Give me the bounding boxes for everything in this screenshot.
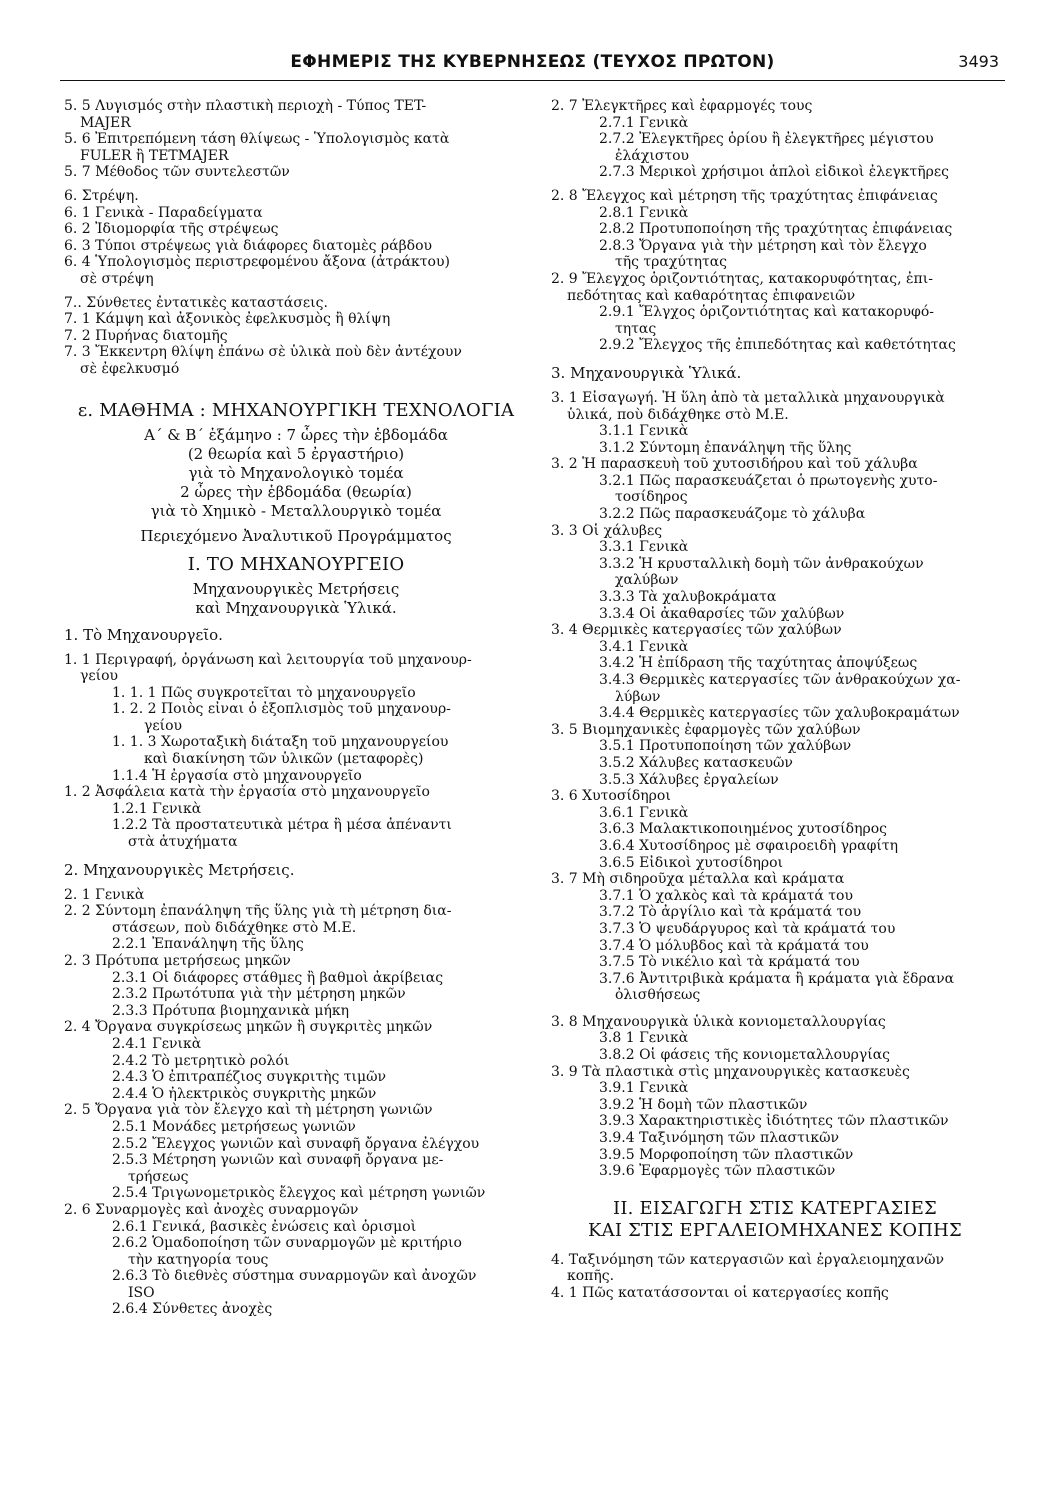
toc-line: 1.1.4 Ἡ ἐργασία στὸ μηχανουργεῖο [112, 767, 362, 784]
toc-line: ISO [128, 1284, 155, 1301]
toc-line: 3.7.3 Ὁ ψευδάργυρος καὶ τὰ κράματά του [599, 920, 896, 937]
toc-line: 2.3.3 Πρότυπα βιομηχανικὰ μήκη [112, 1002, 350, 1019]
toc-line: 3. 5 Βιομηχανικὲς ἐφαρμογὲς τῶν χαλύβων [551, 721, 861, 738]
toc-line: τοσίδηρος [615, 489, 688, 506]
toc-line: 3.9.4 Ταξινόμηση τῶν πλαστικῶν [599, 1130, 840, 1147]
toc-heading: 2. Μηχανουργικὲς Μετρήσεις. [64, 860, 295, 879]
section-3-list [551, 390, 999, 1004]
toc-line: 3.4.4 Θερμικὲς κατεργασίες τῶν χαλυβοκραμάτων [599, 705, 960, 722]
part2-title: ΚΑΙ ΣΤΙΣ ΕΡΓΑΛΕΙΟΜΗΧΑΝΕΣ ΚΟΠΗΣ [588, 1219, 962, 1241]
toc-line: 1. 2. 2 Ποιὸς εἶναι ὁ ἐξοπλισμὸς τοῦ μηχανουρ- [112, 701, 451, 718]
course-line: 2 ὧρες τὴν ἑβδομάδα (θεωρία) [180, 482, 412, 501]
toc-line: 3.1.1 Γενικὰ [599, 423, 689, 440]
page-number: 3493 [958, 52, 999, 71]
toc-line: 3.5.3 Χάλυβες ἐργαλείων [599, 771, 779, 788]
toc-line: 3.1.2 Σύντομη ἐπανάληψη τῆς ὕλης [599, 439, 852, 456]
course-title: ε. ΜΑΘΗΜΑ : ΜΗΧΑΝΟΥΡΓΙΚΗ ΤΕΧΝΟΛΟΓΙΑ [77, 399, 515, 421]
toc-line: πεδότητας καὶ καθαρότητας ἐπιφανειῶν [567, 287, 856, 304]
toc-line: 3.7.1 Ὁ χαλκὸς καὶ τὰ κράματά του [599, 887, 853, 904]
toc-heading: 7.. Σύνθετες ἐντατικὲς καταστάσεις. [64, 294, 328, 311]
toc-line: 7. 3 Ἔκκεντρη θλίψη ἐπάνω σὲ ὑλικὰ ποὺ δὲν ἀντέχουν [64, 344, 462, 361]
toc-line: χαλύβων [615, 572, 679, 589]
toc-line: 2.7.3 Μερικοὶ χρήσιμοι ἁπλοὶ εἰδικοὶ ἐλεγκτῆρες [599, 164, 949, 181]
toc-line: 3.3.1 Γενικὰ [599, 539, 689, 556]
toc-line: 4. 1 Πῶς κατατάσσονται οἱ κατεργασίες κοπῆς [551, 1285, 889, 1301]
toc-line: 4. Ταξινόμηση τῶν κατεργασιῶν καὶ ἐργαλειομηχανῶν [551, 1251, 945, 1268]
toc-line: γείου [80, 668, 119, 685]
toc-line: 3.9.1 Γενικὰ [599, 1080, 689, 1097]
toc-line: 3. 1 Εἰσαγωγή. Ἡ ὕλη ἀπὸ τὰ μεταλλικὰ μηχανουργικὰ [551, 389, 945, 406]
toc-line: 3.3.2 Ἡ κρυσταλλικὴ δομὴ τῶν ἀνθρακούχων [599, 555, 924, 572]
toc-line: 2.3.2 Πρωτότυπα γιὰ τὴν μέτρηση μηκῶν [112, 986, 406, 1003]
section-7-list [64, 295, 528, 378]
toc-line: FULER ἢ TETMAJER [80, 147, 229, 164]
section-2-8-list [551, 188, 999, 354]
toc-line: 1. 1. 1 Πῶς συγκροτεῖται τὸ μηχανουργεῖο [112, 684, 416, 701]
section-2-list [64, 887, 528, 1318]
toc-line: στὰ ἀτυχήματα [128, 834, 238, 851]
toc-line: 1. 1. 3 Χωροταξικὴ διάταξη τοῦ μηχανουργείου [112, 734, 449, 751]
toc-line: 2. 3 Πρότυπα μετρήσεως μηκῶν [64, 953, 291, 969]
course-line: (2 θεωρία καὶ 5 ἐργαστήριο) [187, 444, 405, 463]
toc-line: 3.2.1 Πῶς παρασκευάζεται ὁ πρωτογενὴς χυτο- [599, 472, 938, 489]
toc-line: MAJER [80, 114, 131, 131]
toc-line: 3. 8 Μηχανουργικὰ ὑλικὰ κονιομεταλλουργίας [551, 1013, 886, 1030]
toc-line: ὑλικά, ποὺ διδάχθηκε στὸ Μ.Ε. [567, 406, 789, 423]
toc-line: 2.6.2 Ὁμαδοποίηση τῶν συναρμογῶν μὲ κριτήριο [112, 1235, 462, 1252]
toc-line: 3.8 1 Γενικὰ [599, 1030, 689, 1047]
toc-line: 3.3.4 Οἱ ἀκαθαρσίες τῶν χαλύβων [599, 605, 845, 622]
toc-line: 2.9.1 Ἔλγχος ὁριζοντιότητας καὶ κατακορυφό- [599, 304, 935, 321]
toc-line: σὲ στρέψη [80, 270, 154, 287]
toc-line: 3.4.2 Ἡ ἐπίδραση τῆς ταχύτητας ἀποψύξεως [599, 655, 918, 672]
toc-line: 2.5.3 Μέτρηση γωνιῶν καὶ συναφῆ ὄργανα με- [112, 1152, 444, 1169]
toc-line: τῆς τραχύτητας [615, 254, 728, 271]
part-subtitle: Μηχανουργικὲς Μετρήσεις [192, 579, 400, 598]
toc-line: τρήσεως [128, 1168, 189, 1185]
toc-line: 2.2.1 Ἐπανάληψη τῆς ὕλης [112, 936, 304, 953]
toc-line: 2. 7 Ἐλεγκτῆρες καὶ ἐφαρμογές τους [551, 98, 813, 114]
toc-line: 3.9.6 Ἐφαρμογὲς τῶν πλαστικῶν [599, 1163, 836, 1180]
section-6-list [64, 188, 528, 288]
toc-line: 2.4.2 Τὸ μετρητικὸ ρολόι [112, 1052, 290, 1069]
toc-line: 5. 6 Ἐπιτρεπόμενη τάση θλίψεως - Ὑπολογισμὸς κατὰ [64, 131, 450, 148]
left-column [64, 98, 528, 1318]
toc-line: 3.4.3 Θερμικὲς κατεργασίες τῶν ἀνθρακούχων χα- [599, 672, 961, 688]
toc-line: στάσεων, ποὺ διδάχθηκε στὸ Μ.Ε. [112, 919, 357, 936]
toc-line: 2. 5 Ὄργανα γιὰ τὸν ἔλεγχο καὶ τὴ μέτρηση γωνιῶν [64, 1102, 433, 1119]
toc-line: 3.4.1 Γενικὰ [599, 638, 689, 655]
toc-line: 3.7.5 Τὸ νικέλιο καὶ τὰ κράματά του [599, 954, 860, 971]
toc-line: ὀλισθήσεως [615, 987, 701, 1004]
toc-line: 2. 6 Συναρμογὲς καὶ ἀνοχὲς συναρμογῶν [64, 1201, 359, 1218]
toc-line: 2.3.1 Οἱ διάφορες στάθμες ἢ βαθμοὶ ἀκρίβειας [112, 969, 444, 986]
toc-line: 1. 1 Περιγραφή, ὀργάνωση καὶ λειτουργία τοῦ μηχανουρ- [64, 651, 472, 668]
toc-line: 2. 4 Ὄργανα συγκρίσεως μηκῶν ἢ συγκριτὲς μηκῶν [64, 1019, 433, 1036]
toc-line: 3.7.6 Ἀντιτριβικὰ κράματα ἢ κράματα γιὰ ἔδρανα [599, 970, 955, 987]
toc-line: 3.8.2 Οἱ φάσεις τῆς κονιομεταλλουργίας [599, 1047, 890, 1064]
toc-line: 3.9.2 Ἡ δομὴ τῶν πλαστικῶν [599, 1096, 808, 1113]
toc-line: 2. 1 Γενικὰ [64, 886, 145, 903]
toc-line: 2.8.1 Γενικὰ [599, 204, 689, 221]
section-1-list [64, 652, 528, 851]
course-subtitle: Περιεχόμενο Ἀναλυτικοῦ Προγράμματος [140, 526, 452, 545]
toc-line: 3.2.2 Πῶς παρασκευάζομε τὸ χάλυβα [599, 506, 866, 523]
part-title: Ι. ΤΟ ΜΗΧΑΝΟΥΡΓΕΙΟ [187, 553, 405, 575]
toc-line: 5. 7 Μέθοδος τῶν συντελεστῶν [64, 164, 290, 181]
toc-line: 3.6.3 Μαλακτικοποιημένος χυτοσίδηρος [599, 821, 887, 838]
toc-line: 3.3.3 Τὰ χαλυβοκράματα [599, 589, 777, 606]
toc-line: 3.6.5 Εἰδικοὶ χυτοσίδηροι [599, 854, 783, 871]
toc-line: 2. 2 Σύντομη ἐπανάληψη τῆς ὕλης γιὰ τὴ μέτρηση δια- [64, 903, 452, 920]
course-line: γιὰ τὸ Χημικὸ - Μεταλλουργικὸ τομέα [150, 501, 442, 520]
toc-line: 2.6.4 Σύνθετες ἀνοχὲς [112, 1301, 273, 1318]
toc-line: 2.5.1 Μονάδες μετρήσεως γωνιῶν [112, 1118, 356, 1135]
toc-line: 3. 4 Θερμικὲς κατεργασίες τῶν χαλύβων [551, 622, 842, 639]
section-2-7-list [551, 98, 999, 181]
part-subtitle: καὶ Μηχανουργικὰ Ὑλικά. [195, 598, 397, 617]
toc-line: 3.6.4 Χυτοσίδηρος μὲ σφαιροειδὴ γραφίτη [599, 837, 899, 854]
header-title: ΕΦΗΜΕΡΙΣ ΤΗΣ ΚΥΒΕΡΝΗΣΕΩΣ (ΤΕΥΧΟΣ ΠΡΩΤΟΝ) [290, 52, 775, 72]
toc-line: κοπῆς. [567, 1268, 615, 1285]
toc-line: τὴν κατηγορία τους [128, 1251, 269, 1268]
toc-line: 3. 9 Τὰ πλαστικὰ στὶς μηχανουργικὲς κατασκευὲς [551, 1063, 910, 1080]
toc-line: 2.4.4 Ὁ ἠλεκτρικὸς συγκριτὴς μηκῶν [112, 1085, 377, 1102]
toc-line: 7. 2 Πυρήνας διατομῆς [64, 327, 228, 344]
toc-line: 3. 2 Ἡ παρασκευὴ τοῦ χυτοσιδήρου καὶ τοῦ χάλυβα [551, 456, 918, 473]
toc-heading: 6. Στρέψη. [64, 187, 139, 204]
toc-line: 2.7.2 Ἐλεγκτῆρες ὁρίου ἢ ἐλεγκτῆρες μέγιστου [599, 131, 934, 148]
right-column [551, 98, 999, 1302]
toc-line: 2.9.2 Ἔλεγχος τῆς ἐπιπεδότητας καὶ καθετότητας [599, 337, 956, 354]
toc-line: 1.2.1 Γενικὰ [112, 800, 202, 817]
toc-line: 2. 8 Ἔλεγχος καὶ μέτρηση τῆς τραχύτητας ἐπιφάνειας [551, 187, 938, 204]
toc-line: γείου [144, 717, 183, 734]
toc-line: 2.7.1 Γενικὰ [599, 114, 689, 131]
section-4-list [551, 1252, 999, 1302]
toc-line: 3.9.5 Μορφοποίηση τῶν πλαστικῶν [599, 1146, 854, 1163]
toc-line: 3. 3 Οἱ χάλυβες [551, 522, 663, 539]
course-line: Α΄ & Β΄ ἑξάμηνο : 7 ὧρες τὴν ἑβδομάδα [144, 425, 448, 444]
toc-line: 3.9.3 Χαρακτηριστικὲς ἰδιότητες τῶν πλαστικῶν [599, 1113, 949, 1130]
toc-line: 2.5.4 Τριγωνομετρικὸς ἔλεγχος καὶ μέτρηση γωνιῶν [112, 1185, 486, 1202]
toc-line: 7. 1 Κάμψη καὶ ἀξονικὸς ἐφελκυσμὸς ἢ θλίψη [64, 311, 391, 328]
toc-line: 2.8.3 Ὄργανα γιὰ τὴν μέτρηση καὶ τὸν ἔλεγχο [599, 237, 927, 254]
toc-line: 2. 9 Ἔλεγχος ὁριζοντιότητας, κατακορυφότητας, ἐπι- [551, 270, 933, 287]
toc-line: 3. 6 Χυτοσίδηροι [551, 788, 671, 805]
section-5-list [64, 98, 528, 181]
page-header [60, 52, 1005, 81]
toc-heading: 3. Μηχανουργικὰ Ὑλικά. [551, 363, 742, 382]
toc-line: 6. 2 Ἰδιομορφία τῆς στρέψεως [64, 221, 279, 238]
toc-line: 1. 2 Ἀσφάλεια κατὰ τὴν ἐργασία στὸ μηχανουργεῖο [64, 784, 430, 801]
course-line: γιὰ τὸ Μηχανολογικὸ τομέα [188, 463, 404, 482]
toc-line: 6. 4 Ὑπολογισμὸς περιστρεφομένου ἄξονα (ἀτράκτου) [64, 254, 450, 271]
toc-line: τητας [615, 320, 657, 337]
toc-heading: 1. Τὸ Μηχανουργεῖο. [64, 625, 223, 644]
toc-line: 6. 1 Γενικὰ - Παραδείγματα [64, 204, 263, 221]
toc-line: 3.7.2 Τὸ ἀργίλιο καὶ τὰ κράματά του [599, 904, 862, 921]
toc-line: σὲ ἐφελκυσμό [80, 360, 180, 377]
toc-line: 2.5.2 Ἔλεγχος γωνιῶν καὶ συναφῆ ὄργανα ἐλέγχου [112, 1135, 480, 1152]
toc-line: 2.4.3 Ὁ ἐπιτραπέζιος συγκριτὴς τιμῶν [112, 1069, 387, 1086]
toc-line: 1.2.2 Τὰ προστατευτικὰ μέτρα ἢ μέσα ἀπέναντι [112, 817, 452, 834]
section-3-8-list [551, 1014, 999, 1180]
toc-line: 6. 3 Τύποι στρέψεως γιὰ διάφορες διατομὲς ράβδου [64, 237, 433, 254]
toc-line: 3.5.2 Χάλυβες κατασκευῶν [599, 754, 793, 771]
toc-line: 3.5.1 Προτυποποίηση τῶν χαλύβων [599, 738, 852, 755]
toc-line: λύβων [615, 688, 661, 705]
toc-line: 3. 7 Μὴ σιδηροῦχα μέταλλα καὶ κράματα [551, 871, 845, 888]
toc-line: καὶ διακίνηση τῶν ὑλικῶν (μεταφορὲς) [144, 751, 424, 768]
part2-title: ΙΙ. ΕΙΣΑΓΩΓΗ ΣΤΙΣ ΚΑΤΕΡΓΑΣΙΕΣ [613, 1197, 937, 1219]
toc-line: 3.7.4 Ὁ μόλυβδος καὶ τὰ κράματά του [599, 937, 869, 954]
toc-line: 5. 5 Λυγισμός στὴν πλαστικὴ περιοχὴ - Τύπος TET- [64, 98, 427, 114]
toc-line: ἐλάχιστου [615, 147, 690, 164]
toc-line: 3.6.1 Γενικὰ [599, 804, 689, 821]
toc-line: 2.8.2 Προτυποποίηση τῆς τραχύτητας ἐπιφάνειας [599, 221, 953, 238]
course-hours [64, 426, 528, 521]
toc-line: 2.6.1 Γενικά, βασικὲς ἐνώσεις καὶ ὁρισμοὶ [112, 1218, 417, 1235]
toc-line: 2.4.1 Γενικὰ [112, 1035, 202, 1052]
toc-line: 2.6.3 Τὸ διεθνὲς σύστημα συναρμογῶν καὶ ἀνοχῶν [112, 1268, 477, 1285]
